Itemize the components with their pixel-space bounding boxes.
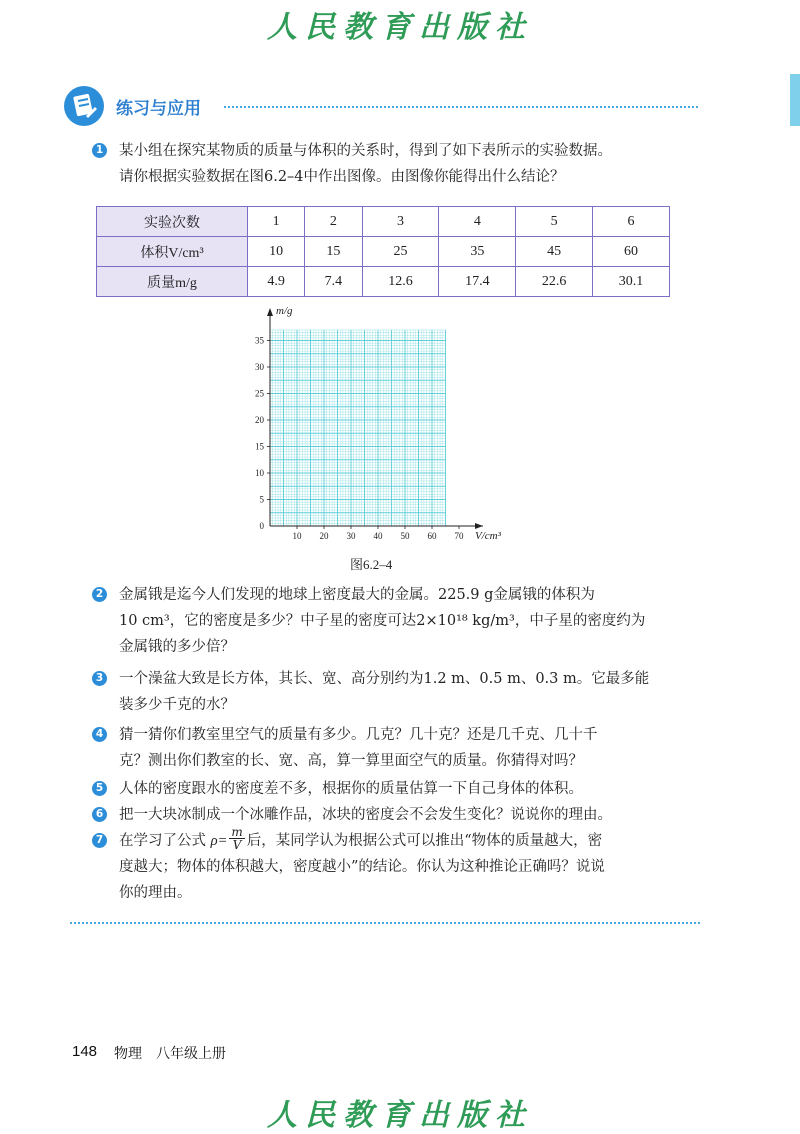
table-cell: 15 — [305, 237, 362, 267]
table-cell: 30.1 — [593, 267, 670, 297]
problem-number: 4 — [92, 727, 107, 742]
table-row — [97, 237, 670, 267]
table-cell: 22.6 — [516, 267, 593, 297]
problem-number: 5 — [92, 781, 107, 796]
table-cell: 60 — [593, 237, 670, 267]
x-tick-label: 60 — [427, 531, 437, 541]
publisher-logo-top: 人民教育出版社 — [267, 10, 533, 45]
graph-paper-chart — [236, 300, 526, 546]
fraction-numerator: m — [231, 824, 243, 839]
publisher-logo-bottom: 人民教育出版社 — [267, 1098, 533, 1133]
problem-number: 1 — [92, 143, 107, 158]
table-cell: 12.6 — [362, 267, 439, 297]
y-axis-label: m/g — [276, 305, 293, 317]
page-number: 148 — [72, 1043, 98, 1060]
table-cell: 35 — [439, 237, 516, 267]
y-tick-label: 35 — [255, 335, 264, 346]
problem-line: 请你根据实验数据在图6.2–4中作出图像。由图像你能得出什么结论？ — [119, 169, 565, 185]
y-tick-label: 30 — [255, 362, 264, 372]
y-tick-label: 10 — [255, 468, 264, 478]
problem-4 — [92, 722, 698, 774]
table-cell: 4 — [439, 207, 516, 237]
table-cell: 17.4 — [439, 267, 516, 297]
fraction-denominator: V — [232, 837, 242, 852]
x-tick-label: 30 — [346, 531, 356, 541]
book-title: 物理 八年级上册 — [114, 1046, 226, 1062]
problem-number: 6 — [92, 807, 107, 822]
table-cell: 5 — [516, 207, 593, 237]
table-cell: 3 — [362, 207, 439, 237]
x-tick-label: 70 — [454, 531, 464, 541]
table-cell: 45 — [516, 237, 593, 267]
x-tick-label: 10 — [292, 531, 302, 541]
y-tick-label: 25 — [255, 388, 264, 399]
problem-line: 度越大；物体的体积越大，密度越小”的结论。你认为这种推论正确吗？说说 — [119, 859, 605, 875]
side-tab — [790, 74, 800, 126]
problem-line: 金属锇的多少倍？ — [119, 639, 235, 655]
experiment-table — [96, 206, 670, 297]
x-tick-label: 40 — [373, 531, 383, 541]
y-tick-label: 5 — [259, 494, 264, 505]
problem-line: 10 cm³，它的密度是多少？中子星的密度可达2×10¹⁸ kg/m³，中子星的密度约为 — [119, 613, 646, 629]
problem-2 — [92, 582, 698, 660]
y-tick-label: 20 — [255, 415, 264, 425]
problem-line: 克？测出你们教室的长、宽、高，算一算里面空气的质量。你猜得对吗？ — [119, 753, 583, 769]
section-title: 练习与应用 — [116, 99, 201, 119]
table-cell: 6 — [593, 207, 670, 237]
problem-1 — [92, 138, 698, 190]
row-label: 体积V/cm³ — [97, 237, 248, 267]
table-cell: 10 — [248, 237, 305, 267]
problem-6 — [92, 802, 698, 828]
y-tick-label: 0 — [259, 521, 264, 531]
problem-line — [119, 824, 698, 854]
bottom-divider — [70, 922, 700, 924]
y-tick-label: 15 — [255, 441, 264, 452]
table-cell: 4.9 — [248, 267, 305, 297]
density-fraction — [229, 826, 244, 851]
table-row — [97, 267, 670, 297]
problem-line: 你的理由。 — [119, 885, 192, 901]
x-axis-label: V/cm³ — [475, 530, 501, 542]
problem-3 — [92, 666, 698, 718]
x-axis-arrow — [475, 523, 483, 529]
problem-line: 金属锇是迄今人们发现的地球上密度最大的金属。225.9 g金属锇的体积为 — [119, 587, 595, 603]
section-divider — [224, 106, 698, 108]
formula-prefix: 在学习了公式 — [119, 833, 211, 849]
problem-number: 2 — [92, 587, 107, 602]
row-label: 实验次数 — [97, 207, 248, 237]
table-cell: 1 — [248, 207, 305, 237]
problem-5 — [92, 776, 698, 802]
row-label: 质量m/g — [97, 267, 248, 297]
table-row — [97, 207, 670, 237]
problem-line: 装多少千克的水？ — [119, 697, 235, 713]
problem-line: 把一大块冰制成一个冰雕作品，冰块的密度会不会发生变化？说说你的理由。 — [119, 807, 612, 823]
table-cell: 25 — [362, 237, 439, 267]
problem-line-text: 后，某同学认为根据公式可以推出“物体的质量越大，密 — [246, 833, 603, 849]
table-cell: 2 — [305, 207, 362, 237]
problem-line: 人体的密度跟水的密度差不多，根据你的质量估算一下自己身体的体积。 — [119, 781, 583, 797]
formula-lhs: ρ= — [210, 833, 228, 849]
problem-number: 7 — [92, 833, 107, 848]
problem-7 — [92, 824, 698, 906]
x-tick-label: 20 — [319, 531, 329, 541]
problem-number: 3 — [92, 671, 107, 686]
problem-line: 一个澡盆大致是长方体，其长、宽、高分别约为1.2 m、0.5 m、0.3 m。它最多能 — [119, 671, 650, 687]
x-tick-label: 50 — [400, 531, 410, 541]
problem-line: 某小组在探究某物质的质量与体积的关系时，得到了如下表所示的实验数据。 — [119, 143, 612, 159]
table-cell: 7.4 — [305, 267, 362, 297]
exercise-icon — [64, 86, 104, 126]
y-axis-arrow — [267, 308, 273, 316]
figure-caption: 图6.2–4 — [350, 557, 393, 572]
problem-line: 猜一猜你们教室里空气的质量有多少。几克？几十克？还是几千克、几十千 — [119, 727, 598, 743]
